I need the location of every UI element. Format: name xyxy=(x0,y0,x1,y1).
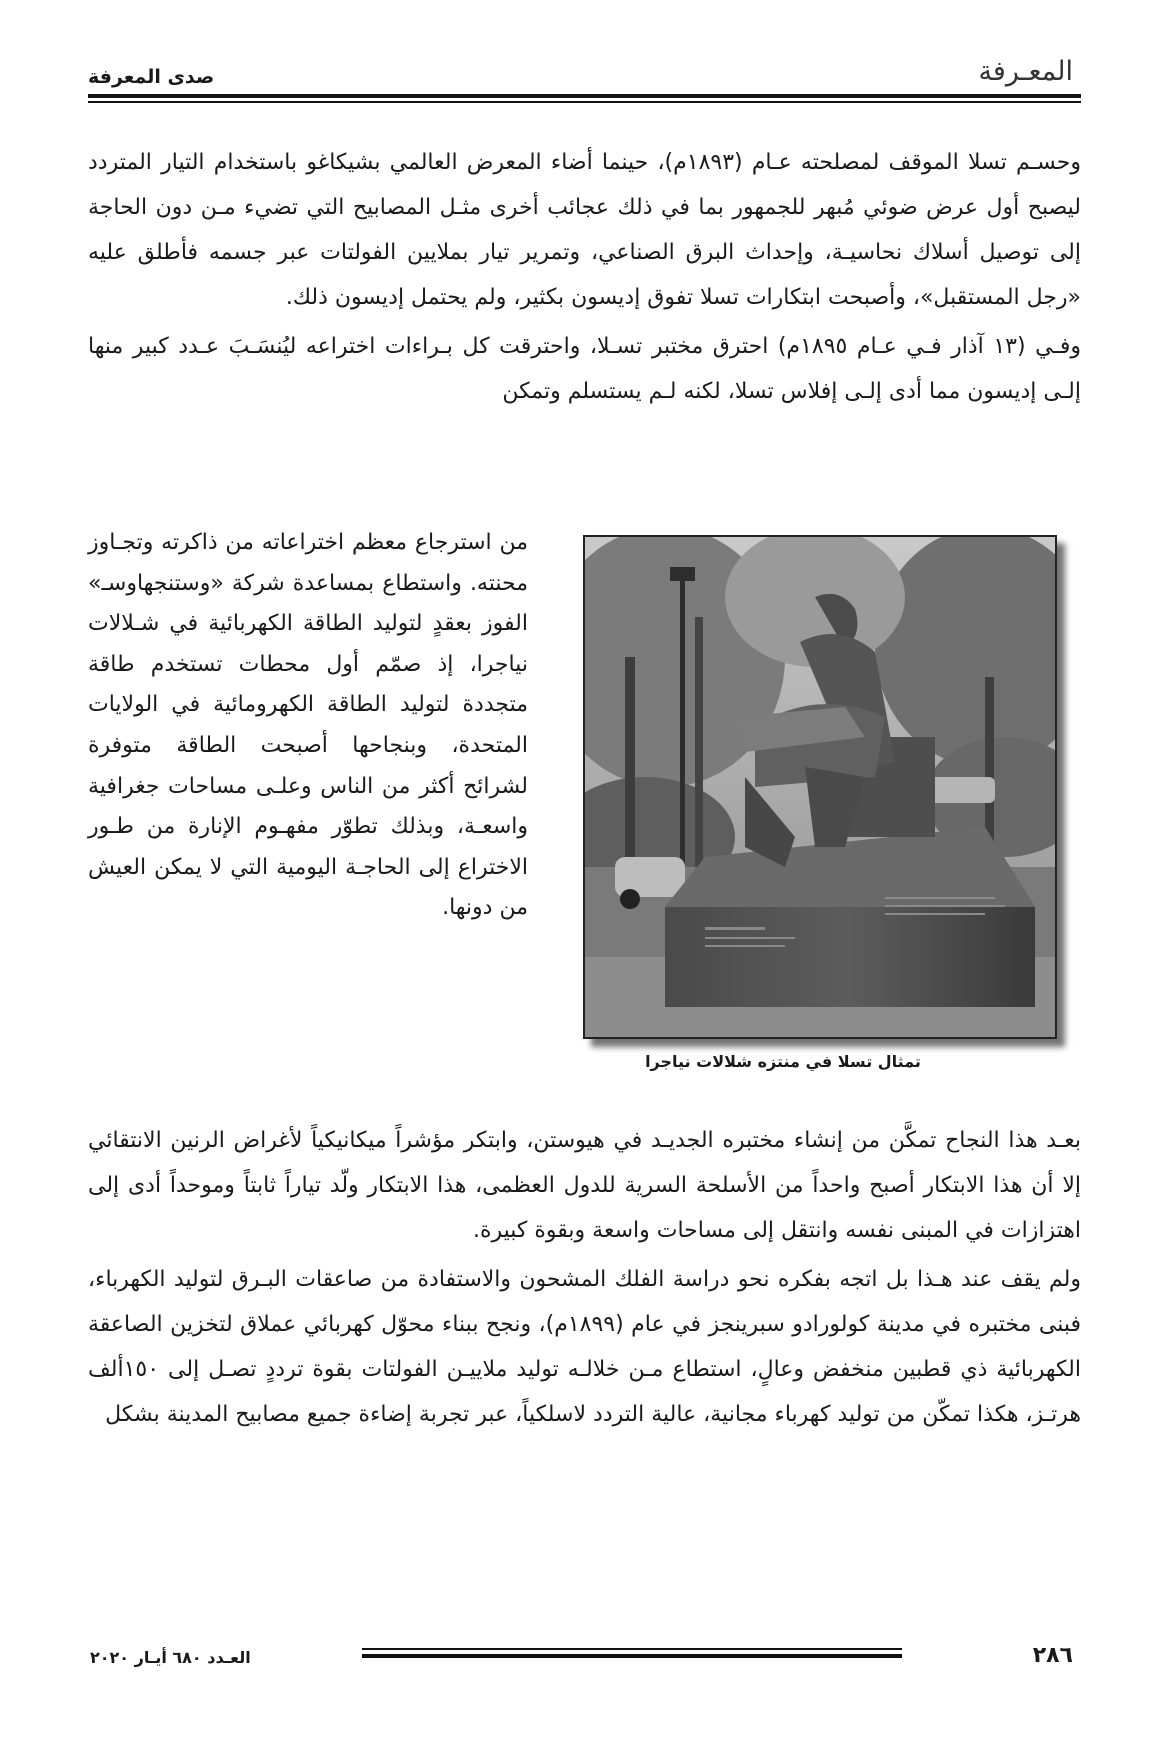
magazine-logo: المعـرفة xyxy=(978,56,1073,87)
paragraph: بعـد هذا النجاح تمكَّن من إنشاء مختبره الجديـد في هيوستن، وابتكر مؤشراً ميكانيكياً لأغراض الرنين الانتقائي إلا أن هذا الابتكار أصبح واحداً من الأسلحة السرية للدول العظمى، هذا الابتكار ولّد تياراً ثابتاً وموحداً أدى إلى اهتزازات في المبنى نفسه وانتقل إلى مساحات واسعة وبقوة كبيرة. xyxy=(88,1128,1081,1243)
body-text-bottom xyxy=(88,1118,1081,1437)
paragraph: ولم يقف عند هـذا بل اتجه بفكره نحو دراسة الفلك المشحون والاستفادة من صاعقات البـرق لتوليد الكهرباء، فبنى مختبره في مدينة كولورادو سبرينجز في عام (١٨٩٩م)، ونجح ببناء محوّل كهربائي عملاق لتخزين الصاعقة الكهربائية ذي قطبين منخفض وعالٍ، استطاع مـن خلالـه توليد ملاييـن الفولتات بقوة ترددٍ تصـل إلى ١٥٠ألف هرتـز، هكذا تمكّن من توليد كهرباء مجانية، عالية التردد لاسلكياً، عبر تجربة إضاءة جميع مصابيح المدينة بشكل xyxy=(88,1267,1081,1427)
footer-rule-thick xyxy=(362,1654,902,1658)
footer-rule-thin xyxy=(362,1648,902,1650)
tesla-statue-photo xyxy=(583,535,1057,1039)
figure-caption: تمثال تسلا في منتزه شلالات نياجرا xyxy=(645,1052,921,1071)
header-rule-thin xyxy=(88,101,1081,103)
body-text-wrapped: من استرجاع معظم اختراعاته من ذاكرته وتجـاوز محنته. واستطاع بمساعدة شركة «وستنجهاوسـ» الفوز بعقدٍ لتوليد الطاقة الكهربائية في شـلالات نياجرا، إذ صمّم أول محطات تستخدم طاقة متجددة لتوليد الطاقة الكهرومائية في الولايات المتحدة، وبنجاحها أصبحت الطاقة متوفرة لشرائح أكثر من الناس وعلـى مساحات جغرافية واسعـة، وبذلك تطوّر مفهـوم الإنارة من طـور الاختراع إلى الحاجـة اليومية التي لا يمكن العيش من دونها. xyxy=(88,530,528,921)
section-title: صدى المعرفة xyxy=(88,66,215,88)
body-text-top xyxy=(88,140,1081,414)
issue-info: العـدد ٦٨٠ أيـار ٢٠٢٠ xyxy=(90,1648,251,1667)
paragraph: وحسـم تسلا الموقف لمصلحته عـام (١٨٩٣م)، حينما أضاء المعرض العالمي بشيكاغو باستخدام التيار المتردد ليصبح أول عرض ضوئي مُبهر للجمهور بما في ذلك عجائب أخرى مثـل المصابيح التي تضيء مـن دون الحاجة إلى توصيل أسلاك نحاسيـة، وإحداث البرق الصناعي، وتمرير تيار بملايين الفولتات عبر جسمه فأطلق عليه «رجل المستقبل»، وأصبحت ابتكارات تسلا تفوق إديسون بكثير، ولم يحتمل إديسون ذلك. xyxy=(88,150,1081,310)
paragraph: وفـي (١٣ آذار فـي عـام ١٨٩٥م) احترق مختبر تسـلا، واحترقت كل بـراءات اختراعه ليُنسَـبَ عـدد كبير منها إلـى إديسون مما أدى إلـى إفلاس تسلا، لكنه لـم يستسلم وتمكن xyxy=(88,334,1081,404)
header-rule-thick xyxy=(88,94,1081,98)
page-number: ٢٨٦ xyxy=(1032,1643,1073,1668)
